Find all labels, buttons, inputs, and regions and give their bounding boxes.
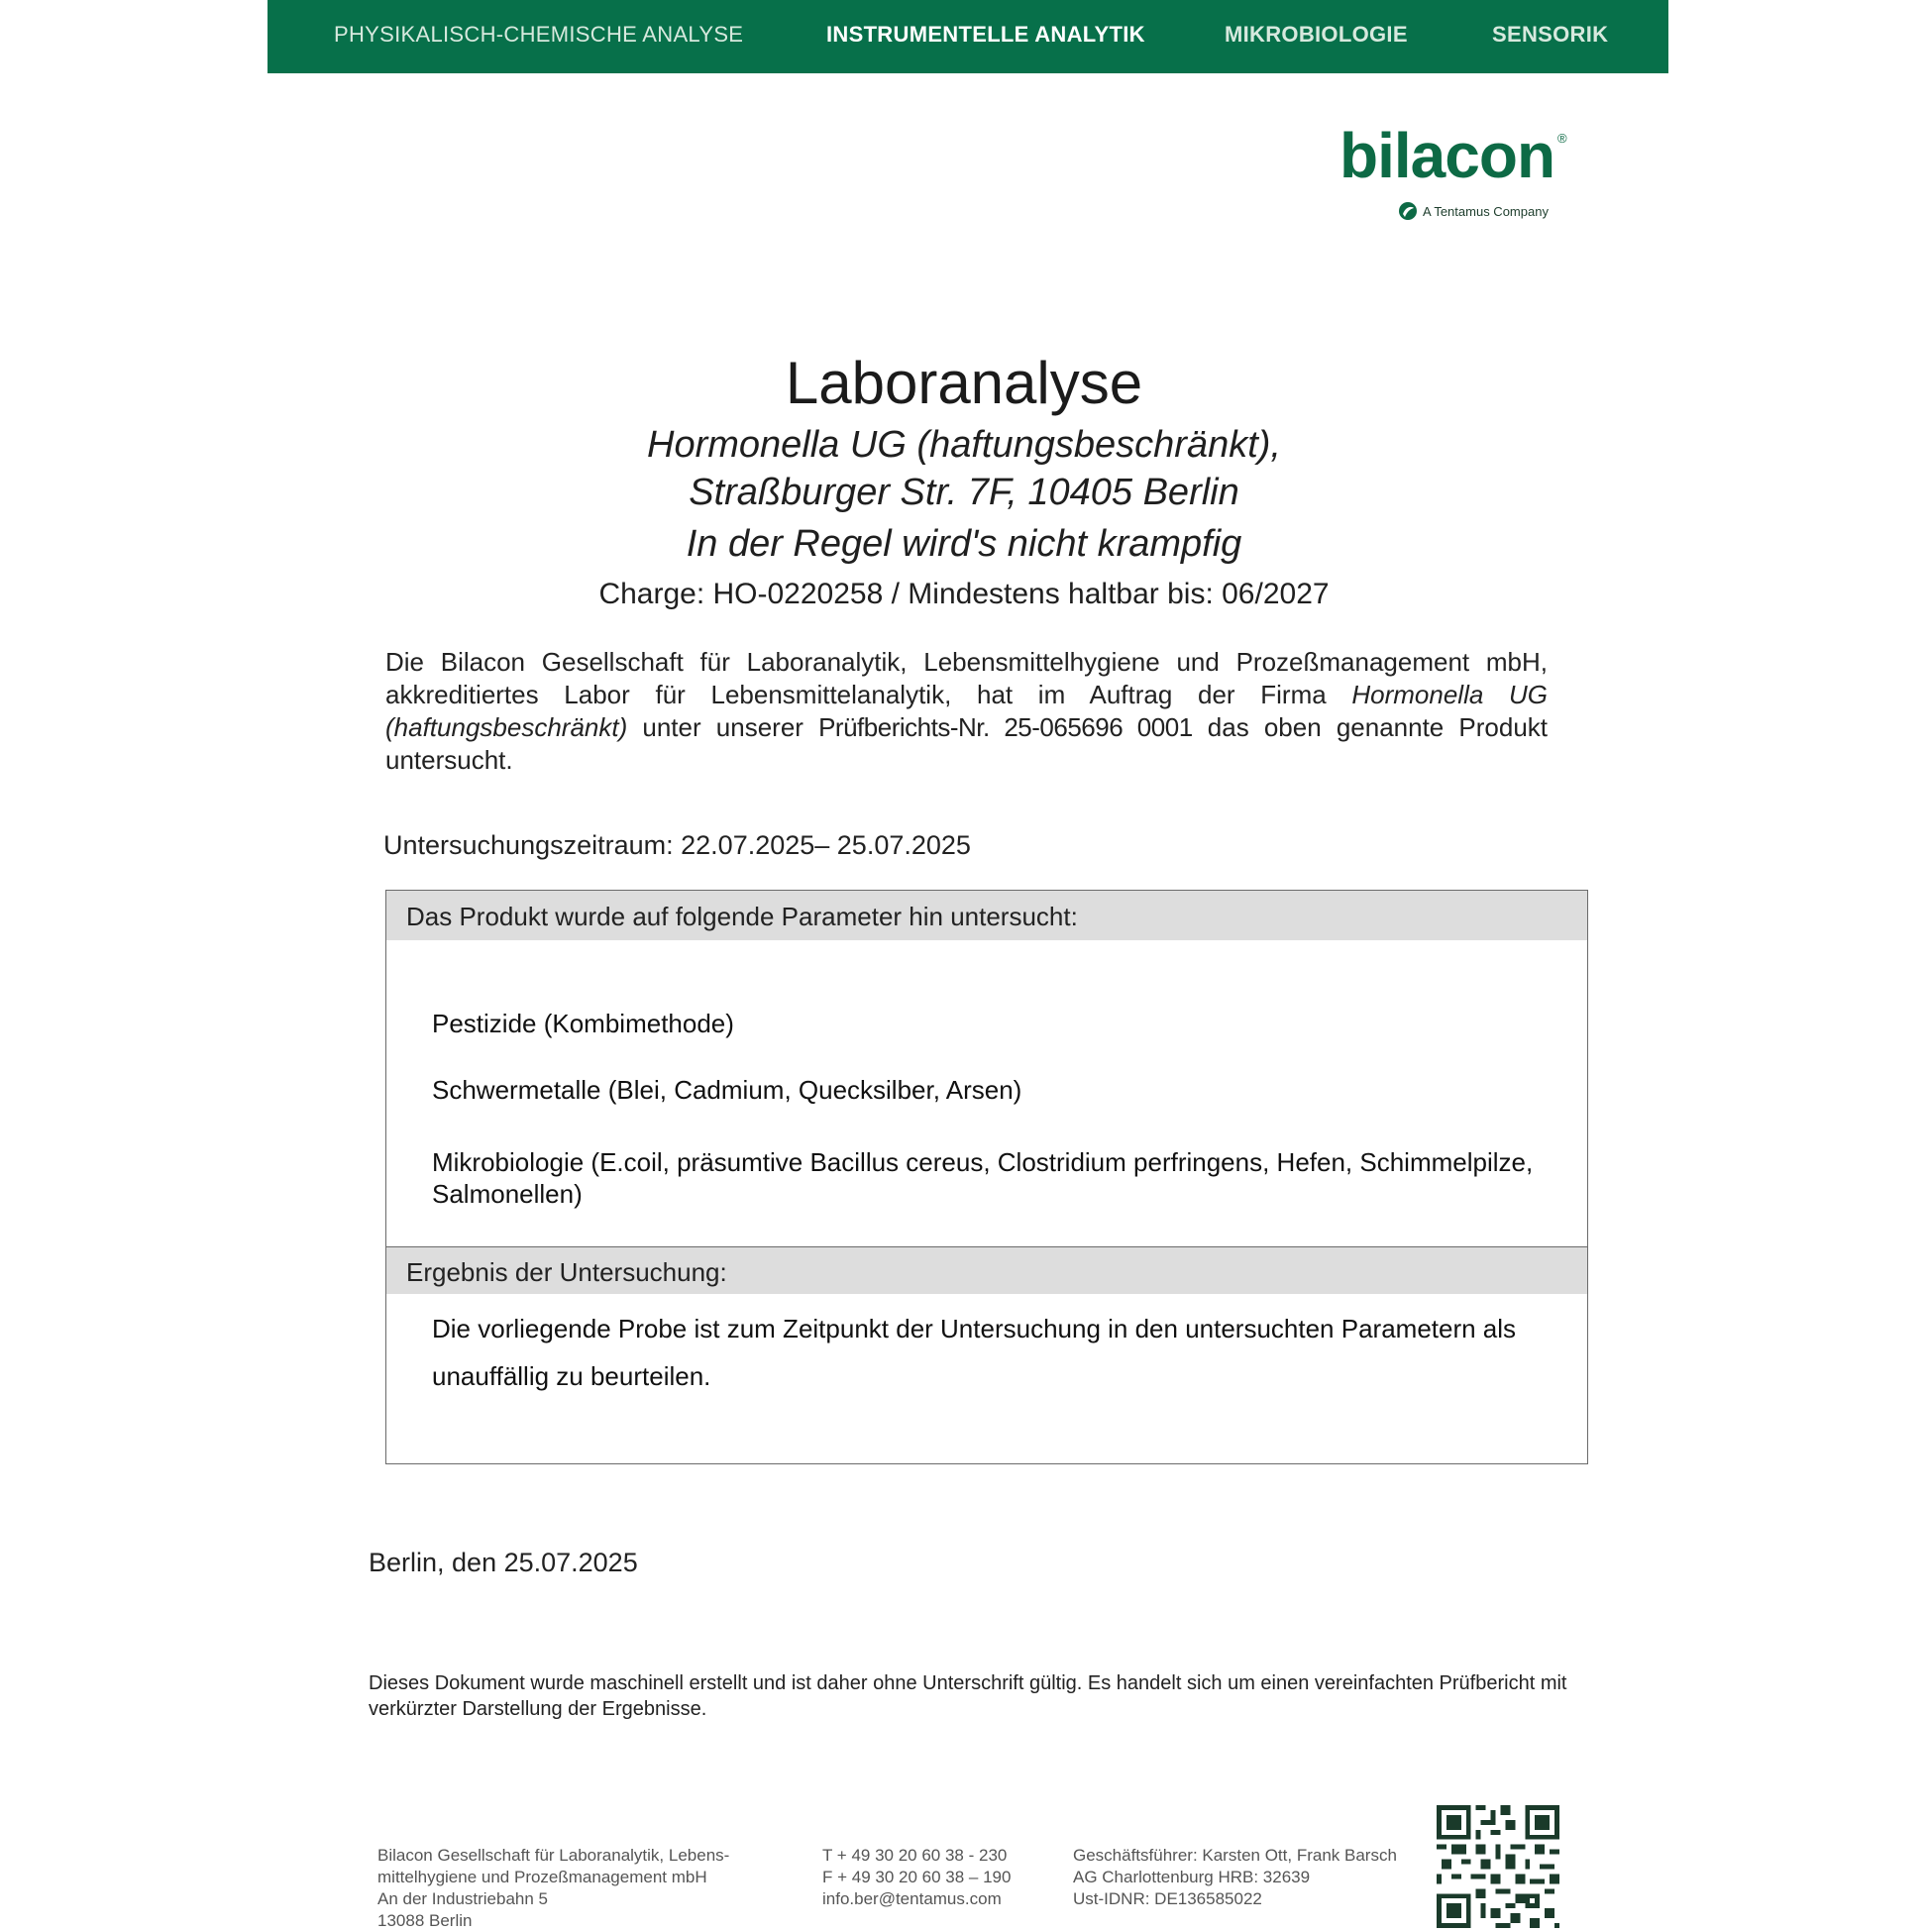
result-text: Die vorliegende Probe ist zum Zeitpunkt der Untersuchung in den untersuchten Parametern als unauffällig zu beurteilen. xyxy=(432,1314,1517,1391)
nav-physikalisch-chemische-analyse[interactable]: PHYSIKALISCH-CHEMISCHE ANALYSE xyxy=(334,22,744,47)
qr-code-icon[interactable] xyxy=(1437,1805,1559,1928)
tentamus-leaf-icon xyxy=(1397,200,1419,222)
footer-line: Ust-IDNR: DE136585022 xyxy=(1073,1889,1262,1908)
footer-company xyxy=(377,1845,729,1932)
intro-text-2: unter unserer xyxy=(627,712,819,742)
examination-period: Untersuchungszeitraum: 22.07.2025– 25.07.2025 xyxy=(383,830,971,860)
footer-line: Geschäftsführer: Karsten Ott, Frank Barsch xyxy=(1073,1846,1397,1865)
nav-instrumentelle-analytik[interactable]: INSTRUMENTELLE ANALYTIK xyxy=(826,22,1145,47)
bilacon-logo: bilacon xyxy=(1339,120,1555,191)
company-name: Hormonella UG (haftungsbeschränkt), xyxy=(647,424,1281,466)
company-address: Straßburger Str. 7F, 10405 Berlin xyxy=(689,472,1239,513)
nav-mikrobiologie[interactable]: MIKROBIOLOGIE xyxy=(1225,22,1408,47)
parameter-item: Mikrobiologie (E.coil, präsumtive Bacillus cereus, Clostridium perfringens, Hefen, Schimmelpilze, Salmonellen) xyxy=(432,1147,1534,1209)
disclaimer: Dieses Dokument wurde maschinell erstellt und ist daher ohne Unterschrift gültig. Es handelt sich um einen vereinfachten Prüfbericht mit verkürzter Darstellung der Ergebnisse. xyxy=(369,1672,1567,1720)
footer-phone: T + 49 30 20 60 38 - 230 xyxy=(822,1846,1008,1865)
tagline-text: A Tentamus Company xyxy=(1423,203,1549,219)
nav-sensorik[interactable]: SENSORIK xyxy=(1492,22,1609,47)
result-heading: Ergebnis der Untersuchung: xyxy=(386,1246,1587,1294)
parameter-item: Schwermetalle (Blei, Cadmium, Quecksilber, Arsen) xyxy=(432,1075,1022,1105)
report-number: Prüfberichts-Nr. 25-065696 0001 xyxy=(818,712,1193,742)
footer-line: AG Charlottenburg HRB: 32639 xyxy=(1073,1868,1311,1886)
footer-line: An der Industriebahn 5 xyxy=(377,1889,549,1908)
client-name: Hormonella UG (haftungsbeschränkt) xyxy=(385,680,1549,742)
charge-line: Charge: HO-0220258 / Mindestens haltbar bis: 06/2027 xyxy=(598,578,1330,610)
intro-paragraph xyxy=(385,646,1548,777)
place-date: Berlin, den 25.07.2025 xyxy=(369,1548,638,1577)
footer-fax: F + 49 30 20 60 38 – 190 xyxy=(822,1868,1012,1886)
footer-legal xyxy=(1073,1845,1397,1910)
logo-tagline xyxy=(1397,200,1549,222)
footer-line: mittelhygiene und Prozeßmanagement mbH xyxy=(377,1868,707,1886)
footer-line: 13088 Berlin xyxy=(377,1911,473,1930)
parameters-heading: Das Produkt wurde auf folgende Parameter hin untersucht: xyxy=(386,891,1587,940)
footer-contact xyxy=(822,1845,1011,1910)
top-banner xyxy=(268,0,1668,73)
product-name: In der Regel wird's nicht krampfig xyxy=(686,523,1242,565)
page-title: Laboranalyse xyxy=(785,350,1143,416)
parameter-item: Pestizide (Kombimethode) xyxy=(432,1009,734,1038)
registered-mark: ® xyxy=(1557,131,1567,146)
footer-email[interactable]: info.ber@tentamus.com xyxy=(822,1889,1002,1908)
footer-line: Bilacon Gesellschaft für Laboranalytik, Lebens- xyxy=(377,1846,730,1865)
intro-text-1: Die Bilacon Gesellschaft für Laboranalytik, Lebensmittelhygiene und Prozeßmanagement mbH, akkreditiertes Labor für Lebensmittelanalytik, hat im Auftrag der Firma xyxy=(385,647,1548,709)
intro-text-3: das oben genannte Produkt untersucht. xyxy=(385,712,1549,775)
results-table xyxy=(385,890,1588,1464)
